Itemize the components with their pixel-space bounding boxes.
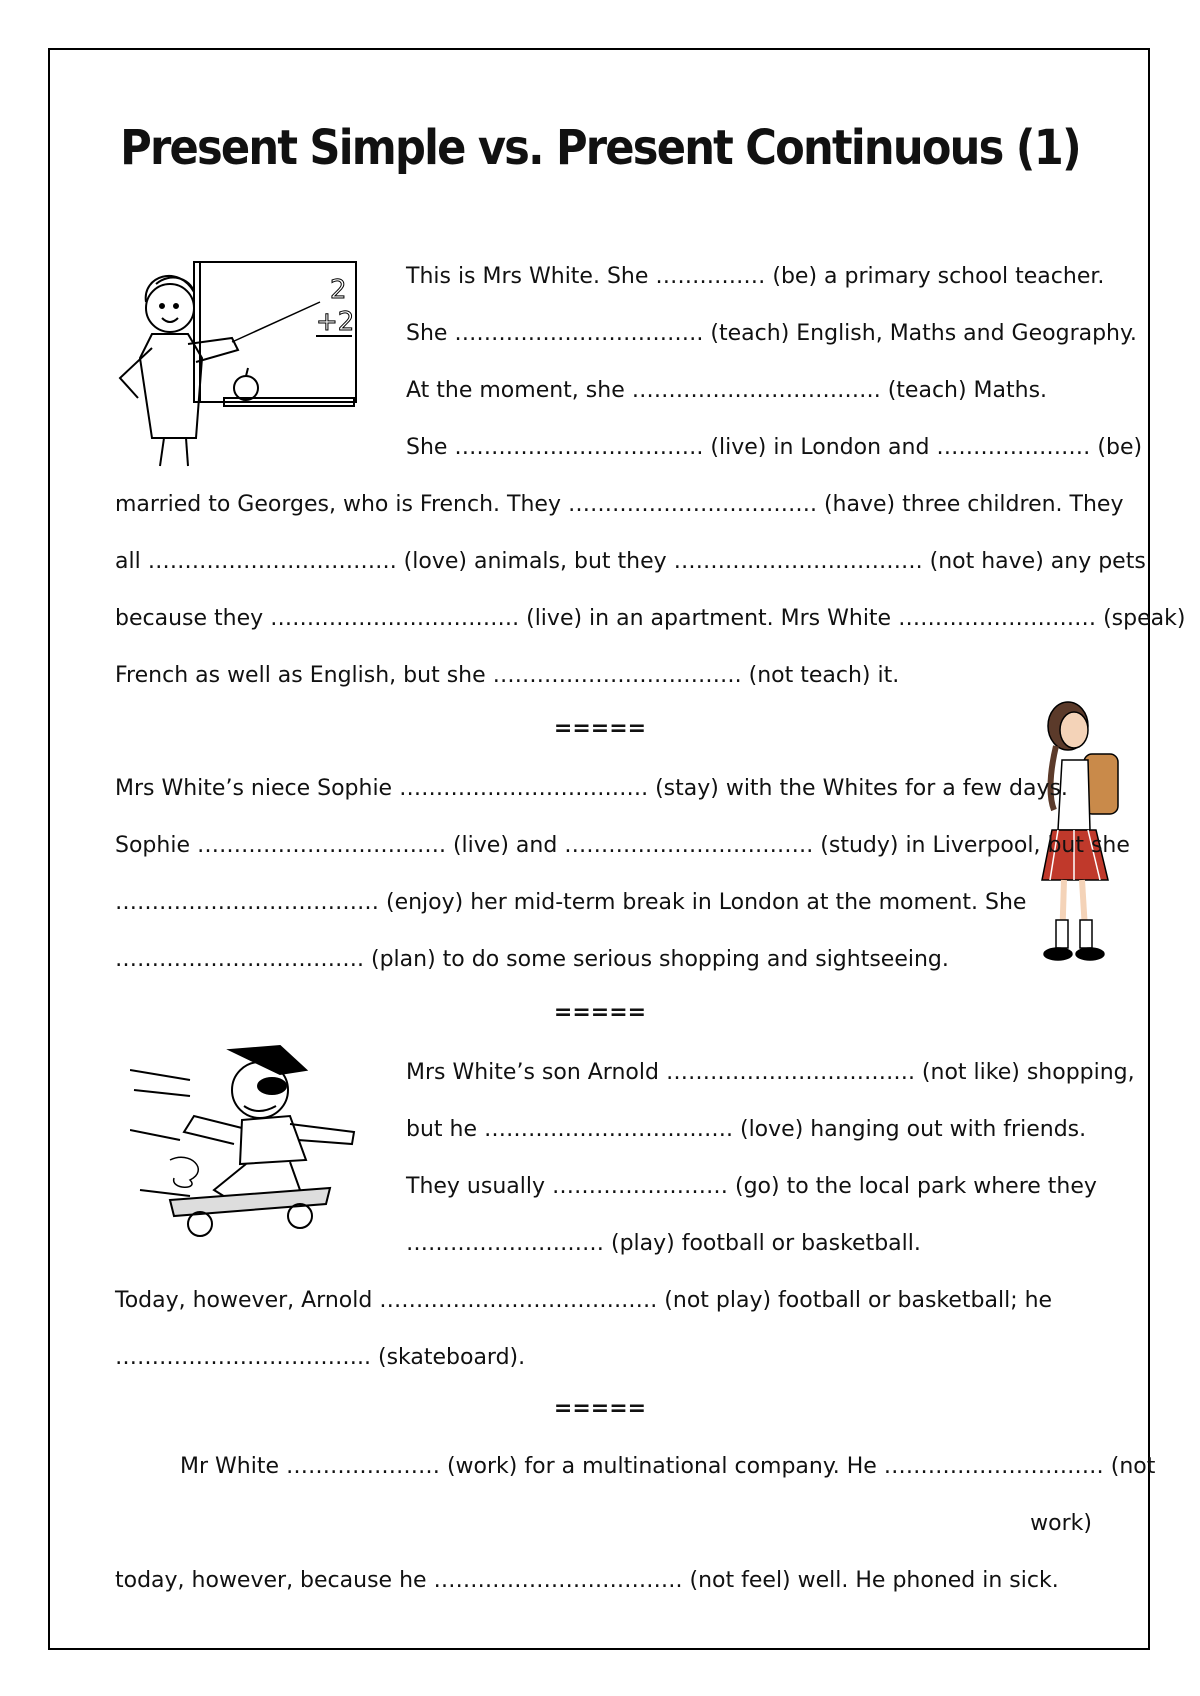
worksheet-title: Present Simple vs. Present Continuous (1) <box>120 120 1080 176</box>
teacher-illustration <box>112 258 362 468</box>
separator-2: ===== <box>553 1000 647 1025</box>
line-9: Mrs White’s niece Sophie ……………………………. (stay) with the Whites for a few days. <box>115 776 1068 801</box>
line-12: ……………………………. (plan) to do some serious shopping and sightseeing. <box>115 947 949 972</box>
line-3: At the moment, she ……………………………. (teach) Maths. <box>406 378 1048 403</box>
line-2: She ……………………………. (teach) English, Maths and Geography. <box>406 321 1137 346</box>
line-17: Today, however, Arnold …………………………….…. (not play) football or basketball; he <box>115 1288 1053 1313</box>
line-10: Sophie ……………………………. (live) and ……………………………. (study) in Liverpool, but she <box>115 833 1130 858</box>
line-15: They usually …………………… (go) to the local park where they <box>406 1174 1097 1199</box>
line-4: She ……………………………. (live) in London and ………………… (be) <box>406 435 1143 460</box>
svg-text:+2: +2 <box>316 307 355 337</box>
line-21: today, however, because he ……………………………. (not feel) well. He phoned in sick. <box>115 1568 1059 1593</box>
line-18: …………………………….. (skateboard). <box>115 1345 526 1370</box>
separator-1: ===== <box>553 716 647 741</box>
line-16: ……………………… (play) football or basketball. <box>406 1231 921 1256</box>
skateboarder-illustration <box>130 1040 360 1240</box>
line-1: This is Mrs White. She …………… (be) a primary school teacher. <box>406 264 1105 289</box>
line-6: all ……………………………. (love) animals, but they ……………………………. (not have) any pets <box>115 549 1146 574</box>
line-8: French as well as English, but she ……………………………. (not teach) it. <box>115 663 900 688</box>
svg-text:2: 2 <box>330 275 347 305</box>
line-14: but he ……………………………. (love) hanging out with friends. <box>406 1117 1087 1142</box>
line-7: because they ……………………………. (live) in an apartment. Mrs White ……………………… (speak) <box>115 606 1186 631</box>
line-11: ……………………………… (enjoy) her mid-term break in London at the moment. She <box>115 890 1027 915</box>
line-20: work) <box>1030 1511 1092 1536</box>
separator-3: ===== <box>553 1396 647 1421</box>
line-13: Mrs White’s son Arnold ……………………………. (not like) shopping, <box>406 1060 1135 1085</box>
line-19: Mr White ………………… (work) for a multinational company. He ………………………… (not <box>180 1454 1156 1479</box>
line-5: married to Georges, who is French. They ……………………………. (have) three children. They <box>115 492 1124 517</box>
